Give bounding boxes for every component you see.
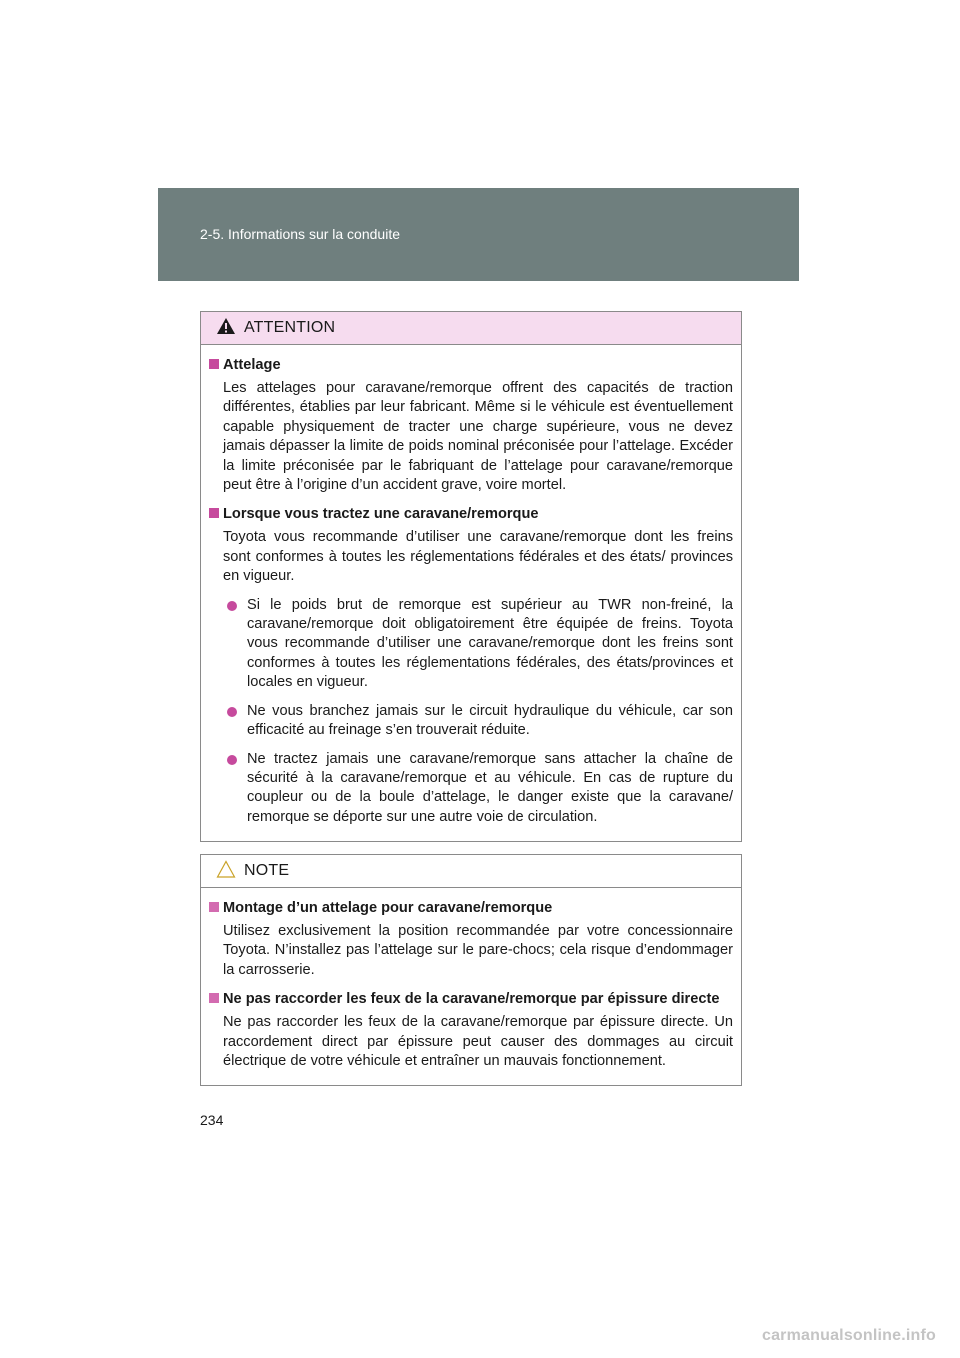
attention-box	[200, 311, 742, 842]
caution-outline-icon	[216, 860, 236, 878]
watermark: carmanualsonline.info	[761, 1327, 936, 1344]
section-heading: Lorsque vous tractez une caravane/remorque	[209, 504, 733, 524]
warning-icon	[216, 317, 236, 335]
square-bullet-icon	[209, 902, 219, 912]
circle-bullet-icon	[227, 707, 237, 717]
chapter-title: 2-5. Informations sur la conduite	[200, 226, 400, 242]
section-text: Ne pas raccorder les feux de la caravane/remorque par épissure directe. Un raccordement direct par épissure peut causer des dommages au circuit électrique de votre véhicule et entraîner un mauvais fonctionnement.	[223, 1014, 733, 1070]
page-number: 234	[200, 1112, 224, 1128]
note-header	[201, 855, 741, 888]
section-text: Toyota vous recommande d’utiliser une caravane/remorque dont les freins sont conformes à toutes les réglementations fédérales et des états/ provinces en vigueur.	[223, 529, 733, 585]
attention-header	[201, 312, 741, 345]
section-text: Les attelages pour caravane/remorque offrent des capacités de traction différentes, établies par leur fabricant. Même si le véhicule est éventuellement capable physiquement de tracter une charge supérieure, vous ne devez jamais dépasser la limite de poids nominal préconisée pour l’attelage. Excéder la limite préconisée par le fabriquant de l’attelage pour caravane/remorque peut être à l’origine d’un accident grave, voire mortel.	[223, 380, 733, 494]
circle-bullet-icon	[227, 755, 237, 765]
section-heading: Ne pas raccorder les feux de la caravane/remorque par épissure directe	[209, 989, 733, 1009]
section-text: Utilisez exclusivement la position recommandée par votre concessionnaire Toyota. N’installez pas l’attelage sur le pare-chocs; cela risque d’endommager la carrosserie.	[223, 923, 733, 978]
list-item: Ne tractez jamais une caravane/remorque sans attacher la chaîne de sécurité à la caravane/remorque et au véhicule. En cas de rupture du coupleur ou de la boule d’attelage, le danger existe que la caravane/ remorque se déporte sur une autre voie de circulation.	[223, 750, 733, 828]
square-bullet-icon	[209, 993, 219, 1003]
attention-title: ATTENTION	[244, 319, 336, 336]
note-box	[200, 854, 742, 1086]
circle-bullet-icon	[227, 601, 237, 611]
square-bullet-icon	[209, 359, 219, 369]
list-item: Si le poids brut de remorque est supérieur au TWR non-freiné, la caravane/remorque doit obligatoirement être équipée de freins. Toyota vous recommande d’utiliser une caravane/remorque dont les freins sont conformes à toutes les réglementations fédérales, des états/provinces et locales en vigueur.	[223, 596, 733, 693]
list-item: Ne vous branchez jamais sur le circuit hydraulique du véhicule, car son efficacité au freinage s’en trouverait réduite.	[223, 702, 733, 741]
section-heading: Montage d’un attelage pour caravane/remorque	[209, 898, 733, 918]
square-bullet-icon	[209, 508, 219, 518]
section-heading: Attelage	[209, 355, 733, 375]
note-title: NOTE	[244, 862, 290, 879]
